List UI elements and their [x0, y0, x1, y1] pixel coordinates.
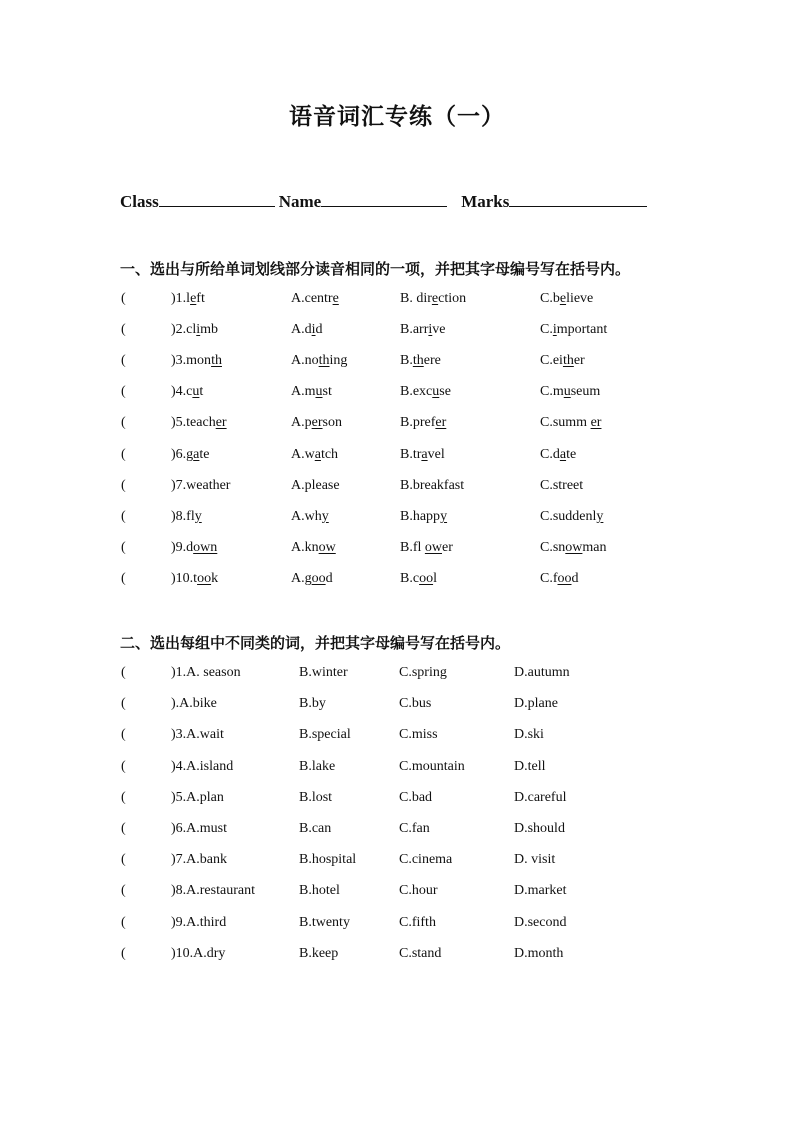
option-c	[540, 447, 576, 463]
section2-row	[0, 946, 794, 968]
option-b	[400, 447, 445, 463]
section1-title: 一、选出与所给单词划线部分读音相同的一项，并把其字母编号写在括号内。	[120, 262, 631, 278]
option-c	[540, 509, 603, 525]
word-part: d	[571, 571, 579, 586]
option-b: B.hospital	[299, 852, 357, 867]
section2-row	[0, 821, 794, 843]
option-c: C.fifth	[399, 915, 436, 930]
option-a	[291, 478, 340, 494]
underlined-part: th	[211, 353, 222, 368]
underlined-part: ow	[565, 540, 583, 555]
word-part: ction	[438, 291, 467, 306]
question-option-a: )9.A.third	[171, 915, 227, 930]
word-part: A.g	[291, 571, 312, 586]
section2-row	[0, 727, 794, 749]
word-part: d	[315, 322, 323, 337]
underlined-part: i	[311, 322, 316, 337]
underlined-part: er	[590, 415, 602, 430]
word-part: ft	[196, 291, 205, 306]
student-info-line	[120, 190, 647, 212]
option-b	[400, 291, 466, 307]
answer-paren: (	[121, 571, 126, 586]
underlined-part: i	[428, 322, 433, 337]
section2-row	[0, 915, 794, 937]
underlined-part: oo	[419, 571, 434, 586]
word-part: C.summ	[540, 415, 591, 430]
word-part: B.tr	[400, 447, 422, 462]
word-part: C.b	[540, 291, 560, 306]
option-a	[291, 571, 333, 587]
answer-paren: (	[121, 478, 126, 493]
question-word	[171, 384, 203, 400]
underlined-part: oo	[197, 571, 212, 586]
word-part: se	[439, 384, 451, 399]
word-part: seum	[570, 384, 601, 399]
question-word	[171, 478, 230, 494]
option-b: B.twenty	[299, 915, 350, 930]
option-b: B.can	[299, 821, 332, 836]
option-c	[540, 353, 585, 369]
underlined-part: e	[332, 291, 339, 306]
word-part: )2.cl	[171, 322, 197, 337]
word-part: C.m	[540, 384, 564, 399]
word-part: )9.d	[171, 540, 194, 555]
section1-row	[0, 384, 794, 406]
option-c	[540, 415, 601, 431]
underlined-part: i	[552, 322, 557, 337]
word-part: C.street	[540, 478, 584, 493]
underlined-part: i	[196, 322, 201, 337]
word-part: mb	[200, 322, 219, 337]
option-d: D. visit	[514, 852, 556, 867]
word-part: vel	[427, 447, 445, 462]
word-part: B.pref	[400, 415, 436, 430]
word-part: B.breakfast	[400, 478, 465, 493]
word-part: )10.t	[171, 571, 198, 586]
word-part: man	[582, 540, 607, 555]
option-b	[400, 384, 451, 400]
option-b	[400, 415, 446, 431]
word-part: )7.weather	[171, 478, 231, 493]
word-part: B.arr	[400, 322, 429, 337]
question-option-a: )3.A.wait	[171, 727, 224, 742]
answer-paren: (	[121, 415, 126, 430]
option-d: D.month	[514, 946, 564, 961]
answer-paren: (	[121, 540, 126, 555]
option-c	[540, 478, 583, 494]
word-part: C.suddenl	[540, 509, 597, 524]
word-part: d	[325, 571, 333, 586]
answer-paren: (	[121, 946, 126, 961]
word-part: C.ei	[540, 353, 563, 368]
option-a	[291, 509, 329, 525]
word-part: k	[211, 571, 219, 586]
section2-title: 二、选出每组中不同类的词，并把其字母编号写在括号内。	[120, 636, 511, 652]
word-part: er	[573, 353, 585, 368]
word-part: C.sn	[540, 540, 566, 555]
option-b: B.special	[299, 727, 351, 742]
word-part: C.f	[540, 571, 558, 586]
underlined-part: a	[559, 447, 567, 462]
underlined-part: a	[421, 447, 428, 462]
answer-paren: (	[121, 291, 126, 306]
answer-paren: (	[121, 883, 126, 898]
word-part: B. dir	[400, 291, 432, 306]
option-d: D.should	[514, 821, 565, 836]
underlined-part: y	[596, 509, 604, 524]
question-word	[171, 571, 218, 587]
section1-row	[0, 415, 794, 437]
word-part: t	[199, 384, 204, 399]
word-part: )5.teach	[171, 415, 216, 430]
option-b	[400, 509, 447, 525]
question-word	[171, 447, 210, 463]
word-part: A.m	[291, 384, 316, 399]
section2-row	[0, 696, 794, 718]
section2-row	[0, 883, 794, 905]
question-word	[171, 322, 218, 338]
option-c	[540, 322, 607, 338]
option-d: D.tell	[514, 759, 546, 774]
answer-paren: (	[121, 384, 126, 399]
option-a	[291, 384, 332, 400]
word-part: te	[199, 447, 210, 462]
underlined-part: u	[563, 384, 571, 399]
answer-paren: (	[121, 759, 126, 774]
page-title: 语音词汇专练（一）	[289, 104, 505, 129]
underlined-part: own	[193, 540, 218, 555]
section1-row	[0, 322, 794, 344]
section1-row	[0, 447, 794, 469]
name-label: Name	[278, 192, 322, 211]
option-b	[400, 322, 446, 338]
question-option-a: )7.A.bank	[171, 852, 227, 867]
answer-paren: (	[121, 322, 126, 337]
underlined-part: th	[412, 353, 424, 368]
word-part: mportant	[556, 322, 608, 337]
option-c: C.fan	[399, 821, 430, 836]
underlined-part: u	[315, 384, 323, 399]
word-part: A.wh	[291, 509, 322, 524]
word-part: st	[322, 384, 332, 399]
underlined-part: e	[190, 291, 197, 306]
question-word	[171, 415, 227, 431]
word-part: A.w	[291, 447, 315, 462]
option-c: C.spring	[399, 665, 447, 680]
word-part: B.happ	[400, 509, 441, 524]
option-c	[540, 571, 579, 587]
option-a	[291, 322, 323, 338]
option-a	[291, 291, 339, 307]
class-label: Class	[120, 192, 159, 211]
question-word	[171, 509, 202, 525]
option-d: D.autumn	[514, 665, 570, 680]
option-a	[291, 540, 336, 556]
option-b: B.lost	[299, 790, 333, 805]
marks-label: Marks	[461, 192, 510, 211]
underlined-part: u	[432, 384, 440, 399]
word-part: C.d	[540, 447, 560, 462]
underlined-part: y	[194, 509, 202, 524]
underlined-part: er	[435, 415, 447, 430]
section1-row	[0, 540, 794, 562]
option-b	[400, 478, 464, 494]
question-option-a: )10.A.dry	[171, 946, 226, 961]
question-word	[171, 353, 222, 369]
word-part: A.d	[291, 322, 312, 337]
word-part: tch	[320, 447, 339, 462]
option-b	[400, 353, 441, 369]
word-part: ing	[329, 353, 348, 368]
section1-row	[0, 571, 794, 593]
section1-row	[0, 509, 794, 531]
option-b: B.hotel	[299, 883, 340, 898]
word-part: ve	[432, 322, 446, 337]
question-word	[171, 291, 205, 307]
underlined-part: ow	[318, 540, 336, 555]
question-option-a: )8.A.restaurant	[171, 883, 255, 898]
option-b: B.winter	[299, 665, 348, 680]
answer-paren: (	[121, 852, 126, 867]
option-c: C.mountain	[399, 759, 465, 774]
underlined-part: y	[440, 509, 448, 524]
word-part: )4.c	[171, 384, 193, 399]
answer-paren: (	[121, 509, 126, 524]
underlined-part: oo	[311, 571, 326, 586]
option-b: B.by	[299, 696, 326, 711]
option-c: C.stand	[399, 946, 442, 961]
name-blank[interactable]	[321, 190, 447, 207]
section2-row	[0, 665, 794, 687]
option-d: D.second	[514, 915, 567, 930]
underlined-part: a	[314, 447, 321, 462]
word-part: B.c	[400, 571, 420, 586]
section1-row	[0, 291, 794, 313]
option-b: B.lake	[299, 759, 336, 774]
underlined-part: e	[559, 291, 567, 306]
option-a	[291, 415, 342, 431]
option-c: C.bad	[399, 790, 433, 805]
option-c: C.bus	[399, 696, 432, 711]
answer-paren: (	[121, 353, 126, 368]
option-c: C.miss	[399, 727, 438, 742]
underlined-part: th	[562, 353, 574, 368]
marks-blank[interactable]	[509, 190, 647, 207]
underlined-part: er	[215, 415, 227, 430]
answer-paren: (	[121, 915, 126, 930]
question-option-a: )5.A.plan	[171, 790, 224, 805]
question-option-a: )4.A.island	[171, 759, 234, 774]
section1-row	[0, 353, 794, 375]
answer-paren: (	[121, 727, 126, 742]
section2-row	[0, 759, 794, 781]
option-b	[400, 571, 437, 587]
section1-row	[0, 478, 794, 500]
underlined-part: ow	[424, 540, 443, 555]
underlined-part: u	[192, 384, 200, 399]
word-part: )6.g	[171, 447, 194, 462]
answer-paren: (	[121, 790, 126, 805]
word-part: A.centr	[291, 291, 333, 306]
word-part: B.fl	[400, 540, 425, 555]
underlined-part: e	[431, 291, 439, 306]
word-part: er	[442, 540, 453, 555]
option-d: D.careful	[514, 790, 567, 805]
option-c	[540, 384, 600, 400]
question-option-a: )1.A. season	[171, 665, 241, 680]
option-b	[400, 540, 453, 556]
question-word	[171, 540, 217, 556]
word-part: B.exc	[400, 384, 433, 399]
option-c: C.cinema	[399, 852, 453, 867]
option-c: C.hour	[399, 883, 438, 898]
section2-row	[0, 852, 794, 874]
option-a	[291, 447, 338, 463]
option-d: D.market	[514, 883, 567, 898]
word-part: l	[433, 571, 437, 586]
word-part: )8.fl	[171, 509, 195, 524]
word-part: A.no	[291, 353, 319, 368]
question-option-a: )6.A.must	[171, 821, 227, 836]
option-d: D.ski	[514, 727, 544, 742]
underlined-part: a	[193, 447, 200, 462]
word-part: lieve	[566, 291, 594, 306]
answer-paren: (	[121, 665, 126, 680]
word-part: A.p	[291, 415, 312, 430]
word-part: A.kn	[291, 540, 319, 555]
underlined-part: oo	[557, 571, 572, 586]
option-c	[540, 291, 593, 307]
answer-paren: (	[121, 696, 126, 711]
word-part: te	[566, 447, 577, 462]
word-part: C.	[540, 322, 553, 337]
class-blank[interactable]	[159, 190, 275, 207]
underlined-part: er	[311, 415, 323, 430]
word-part: )3.mon	[171, 353, 212, 368]
question-option-a: ).A.bike	[171, 696, 217, 711]
answer-paren: (	[121, 447, 126, 462]
underlined-part: th	[318, 353, 330, 368]
option-c	[540, 540, 607, 556]
word-part: B.	[400, 353, 413, 368]
section2-row	[0, 790, 794, 812]
option-d: D.plane	[514, 696, 558, 711]
option-b: B.keep	[299, 946, 339, 961]
answer-paren: (	[121, 821, 126, 836]
option-a	[291, 353, 347, 369]
word-part: A.please	[291, 478, 340, 493]
word-part: )1.l	[171, 291, 191, 306]
word-part: ere	[423, 353, 441, 368]
word-part: son	[322, 415, 342, 430]
underlined-part: y	[321, 509, 329, 524]
